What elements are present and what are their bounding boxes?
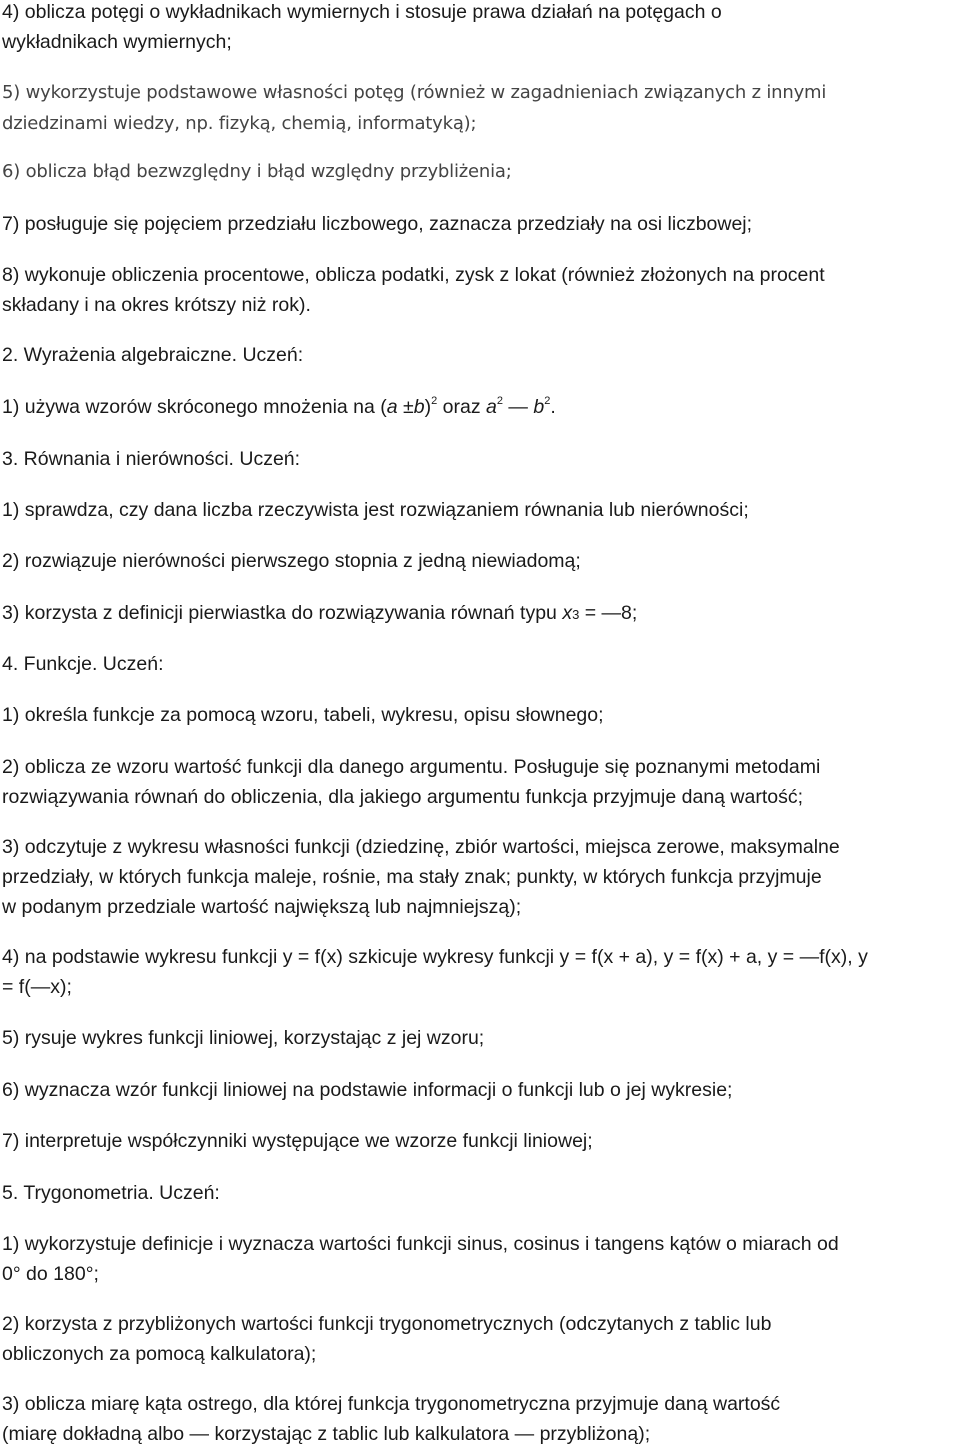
requirement-item [2,832,956,922]
requirement-item [2,1389,956,1449]
text-line: 8) wykonuje obliczenia procentowe, oblicza podatki, zysk z lokat (również złożonych na procent [2,264,825,286]
text-line: 4. Funkcje. Uczeń: [2,653,164,675]
math-variable: a [386,396,398,418]
text-line: 1) określa funkcje za pomocą wzoru, tabeli, wykresu, opisu słownego; [2,704,604,726]
requirement-item [2,546,956,576]
text-line: 5) wykorzystuje podstawowe własności potęg (również w zagadnieniach związanych z innymi [2,82,827,103]
text-line: fizyką, chemią, informatyką); [213,113,477,134]
text-line: wykładnikach wymiernych; [2,31,232,53]
text-line: 6) oblicza błąd bezwzględny i błąd względny przybliżenia; [2,161,512,182]
text-line: 4) na podstawie wykresu funkcji y = f(x) szkicuje wykresy funkcji y = f(x + a), y = f(x) + a, y = —f(x), y [2,946,868,968]
text-line: = f(—x); [2,976,72,998]
requirement-item [2,700,956,730]
text-line: (miarę dokładną albo — korzystając z tablic lub kalkulatora — przybliżoną); [2,1423,651,1445]
requirement-item [2,157,956,187]
requirement-item [2,1023,956,1053]
text-run: oraz [437,396,487,418]
text-line: 7) posługuje się pojęciem przedziału liczbowego, zaznacza przedziały na osi liczbowej; [2,213,753,235]
requirement-item [2,1309,956,1369]
text-line: 1) wykorzystuje definicje i wyznacza wartości funkcji sinus, cosinus i tangens kątów o miarach od [2,1233,839,1255]
text-line: 3) odczytuje z wykresu własności funkcji (dziedzinę, zbiór wartości, miejsca zerowe, maksymalne [2,836,840,858]
requirement-item [2,260,956,320]
math-exponent: 2 [496,395,503,407]
requirement-item [2,78,956,139]
text-line: dziedzinami wiedzy, np. [2,113,214,134]
section-heading [2,649,956,679]
text-line: 7) interpretuje współczynniki występujące we wzorze funkcji liniowej; [2,1130,593,1152]
text-line: 0° do 180°; [2,1263,99,1285]
text-line: 1) sprawdza, czy dana liczba rzeczywista jest rozwiązaniem równania lub nierówności; [2,499,749,521]
math-variable: b [533,396,545,418]
text-run: — [503,396,534,418]
text-line: składany i na okres krótszy niż rok). [2,294,311,316]
math-variable: a [486,396,497,418]
text-line: 5. Trygonometria. Uczeń: [2,1182,220,1204]
math-exponent: 3 [572,607,580,622]
requirement-item [2,1229,956,1289]
text-line: 2. Wyrażenia algebraiczne. Uczeń: [2,344,304,366]
text-line: 2) korzysta z przybliżonych wartości funkcji trygonometrycznych (odczytanych z tablic lub [2,1313,772,1335]
text-line: 3) oblicza miarę kąta ostrego, dla której funkcja trygonometryczna przyjmuje daną wartość [2,1393,781,1415]
requirement-item [2,1126,956,1156]
text-line: przedziały, w których funkcja maleje, rośnie, ma stały znak; punkty, w których funkcja przyjmuje [2,866,822,888]
math-exponent: 2 [544,395,551,407]
requirement-item [2,598,956,630]
text-line: 2) oblicza ze wzoru wartość funkcji dla danego argumentu. Posługuje się poznanymi metodami [2,756,821,778]
text-line: 6) wyznacza wzór funkcji liniowej na podstawie informacji o funkcji lub o jej wykresie; [2,1079,733,1101]
requirement-item [2,0,956,57]
text-line: 3. Równania i nierówności. Uczeń: [2,448,301,470]
text-line: obliczonych za pomocą kalkulatora); [2,1343,317,1365]
text-run: ± [397,396,414,418]
text-run: 1) używa wzorów skróconego mnożenia na ( [2,396,387,418]
text-line: 4) oblicza potęgi o wykładnikach wymiernych i stosuje prawa działań na potęgach o [2,1,722,23]
section-heading [2,444,956,474]
requirement-item [2,1075,956,1105]
requirement-item [2,392,956,422]
requirement-item [2,752,956,812]
text-line: 2) rozwiązuje nierówności pierwszego stopnia z jedną niewiadomą; [2,550,581,572]
text-run: . [550,396,556,418]
text-line: 5) rysuje wykres funkcji liniowej, korzystając z jej wzoru; [2,1027,485,1049]
text-run: = —8; [579,602,638,624]
math-variable: x [562,602,573,624]
section-heading [2,1178,956,1208]
math-exponent: 2 [431,395,438,407]
text-line: w podanym przedziale wartość największą lub najmniejszą); [2,896,522,918]
text-run: ) [424,396,432,418]
math-variable: b [413,396,425,418]
text-line: rozwiązywania równań do obliczenia, dla jakiego argumentu funkcja przyjmuje daną wartość; [2,786,804,808]
text-run: 3) korzysta z definicji pierwiastka do rozwiązywania równań typu [2,602,563,624]
requirement-item [2,209,956,239]
requirement-item [2,495,956,525]
requirement-item [2,942,956,1002]
section-heading [2,340,956,370]
